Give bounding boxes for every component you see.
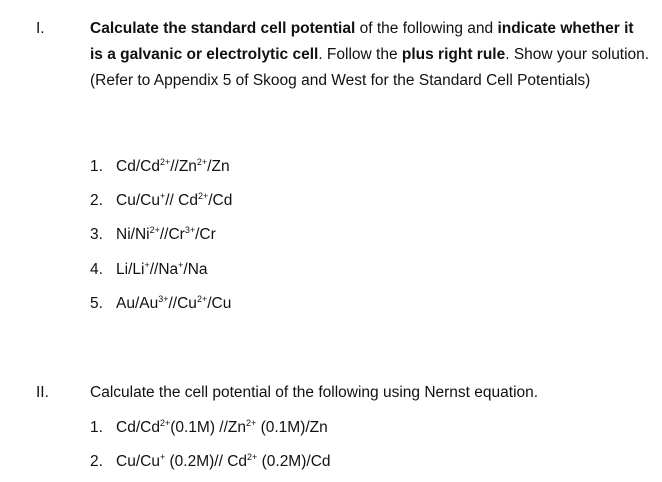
- section-2-numeral: II.: [36, 384, 49, 401]
- section-2-instruction: Calculate the cell potential of the following using Nernst equation.: [90, 384, 539, 401]
- instruction-text-4: Show your solution. (Refer to Appendix 5 of Skoog and West for the Standard Cell Potentials): [90, 46, 650, 89]
- instruction-text-1: of the following and: [355, 20, 498, 37]
- section-1-instruction: [90, 16, 650, 94]
- list-item-number: 2.: [90, 192, 103, 209]
- list-item-number: 3.: [90, 226, 103, 243]
- instruction-bold-2: indicate whether it is a galvanic or electrolytic cell: [90, 20, 634, 63]
- instruction-text-3: .: [505, 46, 510, 63]
- list-item: 4. Li/Li+//Na+/Na: [90, 260, 208, 278]
- list-item: 3. $Ni/Ni^{2+}//Cr^{3+}/Cr$: [90, 225, 216, 243]
- list-item: 5. $Au/Au^{3+}//Cu^{2+}/Cu$: [90, 294, 232, 312]
- list-item-number: 2.: [90, 453, 103, 470]
- instruction-bold-3: plus right rule: [401, 46, 506, 63]
- list-item-number: 1.: [90, 419, 103, 436]
- list-item: 2. Cu/Cu+// $Cd^{2+}/Cd$: [90, 191, 233, 209]
- list-item: 1. $Cd/Cd^{2+}(0.1M)$ $//Zn^{2+}$ (0.1M)/Zn: [90, 418, 328, 436]
- instruction-bold-1: Calculate the standard cell potential: [90, 20, 356, 37]
- list-item-number: 1.: [90, 158, 103, 175]
- section-1-numeral: I.: [36, 20, 45, 37]
- list-item-number: 4.: [90, 261, 103, 278]
- instruction-text-2: . Follow the: [318, 46, 402, 63]
- list-item: 2. Cu/Cu+ (0.2M)// $Cd^{2+}$ (0.2M)/Cd: [90, 452, 331, 470]
- list-item: 1. $Cd/Cd^{2+}//Zn^{2+}/Zn$: [90, 157, 230, 175]
- list-item-number: 5.: [90, 295, 103, 312]
